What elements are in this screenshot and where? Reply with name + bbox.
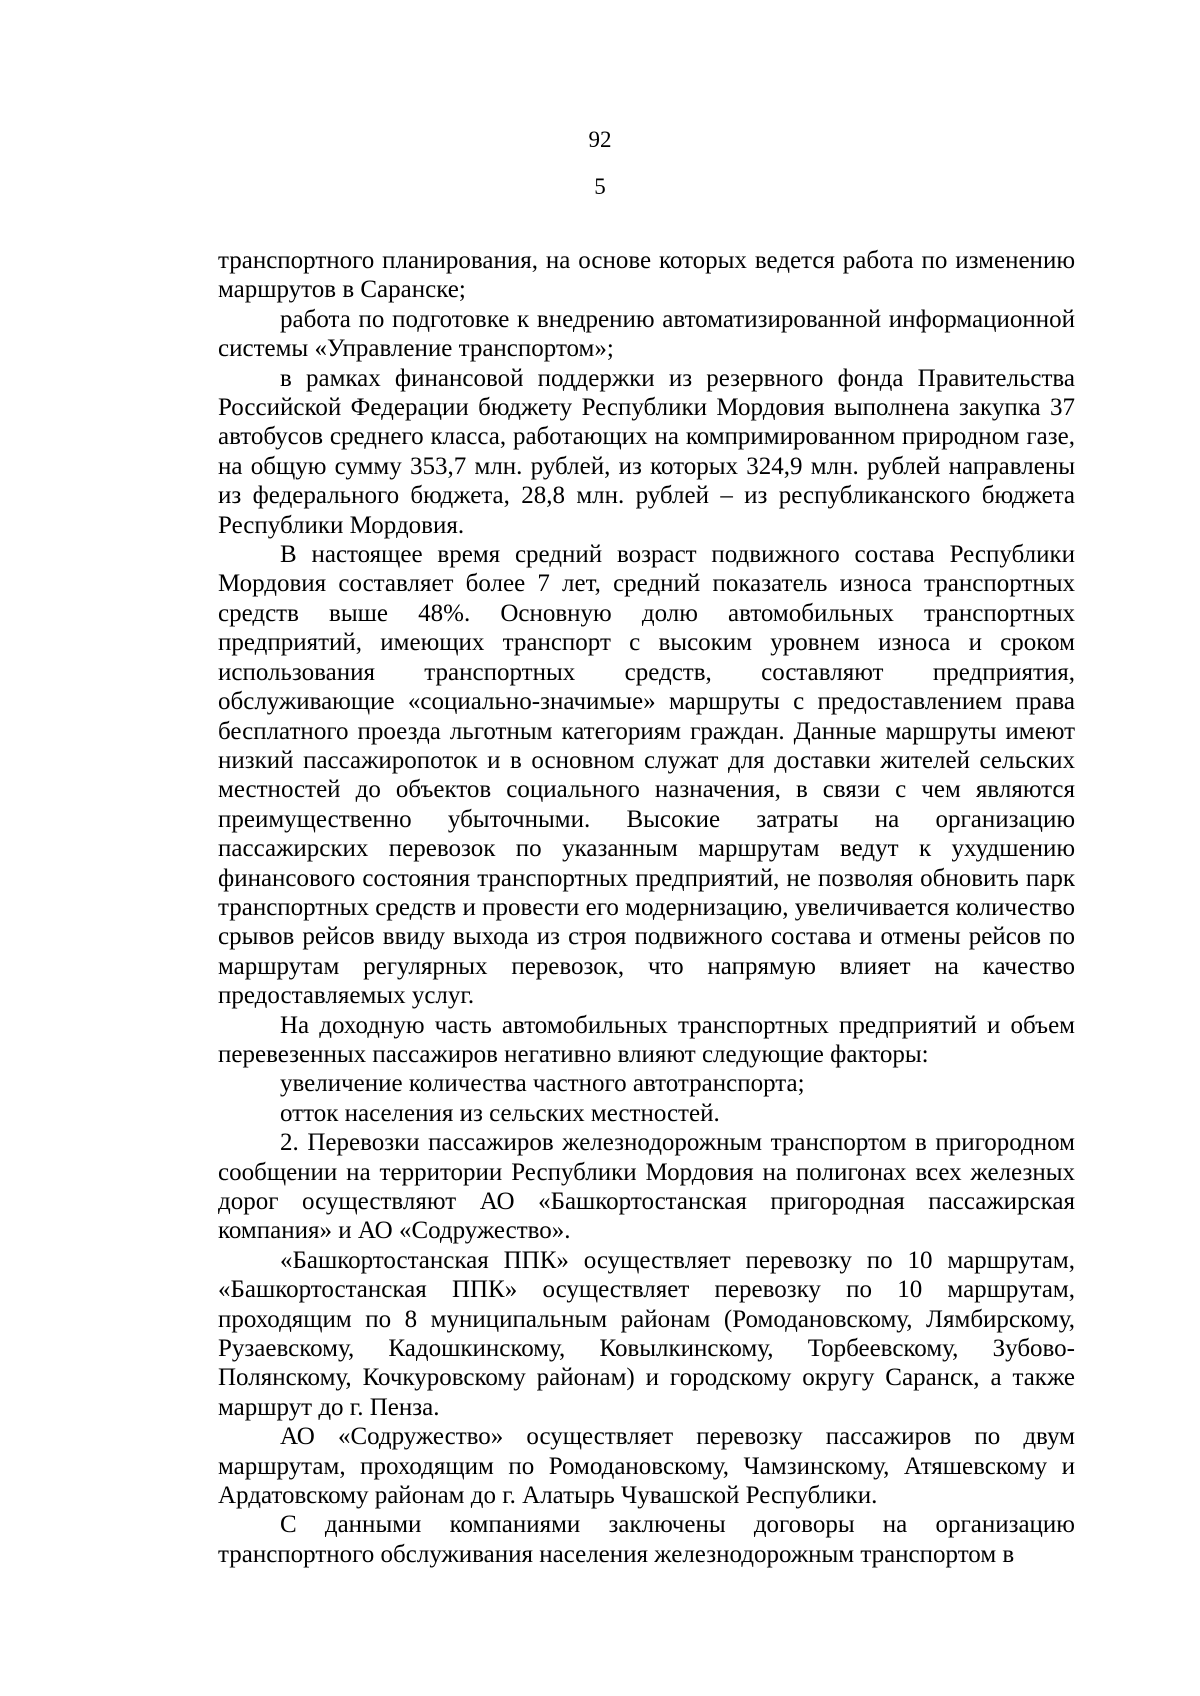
sub-page-number: 5 <box>594 174 606 199</box>
paragraph: В настоящее время средний возраст подвижного состава Республики Мордовия составляет более 7 лет, средний показатель износа транспортных средств выше 48%. Основную долю автомобильных транспортных предприятий, имеющих транспорт с высоким уровнем износа и сроком использования транспортных средств, составляют предприятия, обслуживающие «социально-значимые» маршруты с предоставлением права бесплатного проезда льготным категориям граждан. Данные маршруты имеют низкий пассажиропоток и в основном служат для доставки жителей сельских местностей до объектов социального назначения, в связи с чем являются преимущественно убыточными. Высокие затраты на организацию пассажирских перевозок по указанным маршрутам ведут к ухудшению финансового состояния транспортных предприятий, не позволяя обновить парк транспортных средств и провести его модернизацию, увеличивается количество срывов рейсов ввиду выхода из строя подвижного состава и отмены рейсов по маршрутам регулярных перевозок, что напрямую влияет на качество предоставляемых услуг. <box>218 541 1075 1010</box>
paragraph: На доходную часть автомобильных транспортных предприятий и объем перевезенных пассажиров негативно влияют следующие факторы: <box>218 1011 1075 1068</box>
paragraph: 2. Перевозки пассажиров железнодорожным транспортом в пригородном сообщении на территории Республики Мордовия на полигонах всех железных дорог осуществляют АО «Башкортостанская пригородная пассажирская компания» и АО «Содружество». <box>218 1129 1075 1245</box>
paragraph: отток населения из сельских местностей. <box>280 1099 720 1127</box>
paragraph: «Башкортостанская ППК» осуществляет перевозку по 10 маршрутам, «Башкортостанская ППК» осуществляет перевозку по 10 маршрутам, проходящим по 8 муниципальным районам (Ромодановскому, Лямбирскому, Рузаевскому, Кадошкинскому, Ковылкинскому, Торбеевскому, Зубово-Полянскому, Кочкуровскому районам) и городскому округу Саранск, а также маршрут до г. Пенза. <box>218 1246 1075 1421</box>
paragraph: увеличение количества частного автотранспорта; <box>280 1070 805 1098</box>
document-body <box>218 246 1075 1569</box>
paragraph: АО «Содружество» осуществляет перевозку пассажиров по двум маршрутам, проходящим по Ромодановскому, Чамзинскому, Атяшевскому и Ардатовскому районам до г. Алатырь Чувашской Республики. <box>218 1423 1075 1510</box>
paragraph: в рамках финансовой поддержки из резервного фонда Правительства Российской Федерации бюджету Республики Мордовия выполнена закупка 37 автобусов среднего класса, работающих на компримированном природном газе, на общую сумму 353,7 млн. рублей, из которых 324,9 млн. рублей направлены из федерального бюджета, 28,8 млн. рублей – из республиканского бюджета Республики Мордовия. <box>218 364 1075 539</box>
page-number: 92 <box>588 127 612 152</box>
paragraph: работа по подготовке к внедрению автоматизированной информационной системы «Управление транспортом»; <box>218 305 1075 363</box>
paragraph-continuation: транспортного планирования, на основе которых ведется работа по изменению маршрутов в Саранске; <box>218 247 1075 304</box>
paragraph: С данными компаниями заключены договоры на организацию транспортного обслуживания населения железнодорожным транспортом в <box>218 1511 1075 1568</box>
